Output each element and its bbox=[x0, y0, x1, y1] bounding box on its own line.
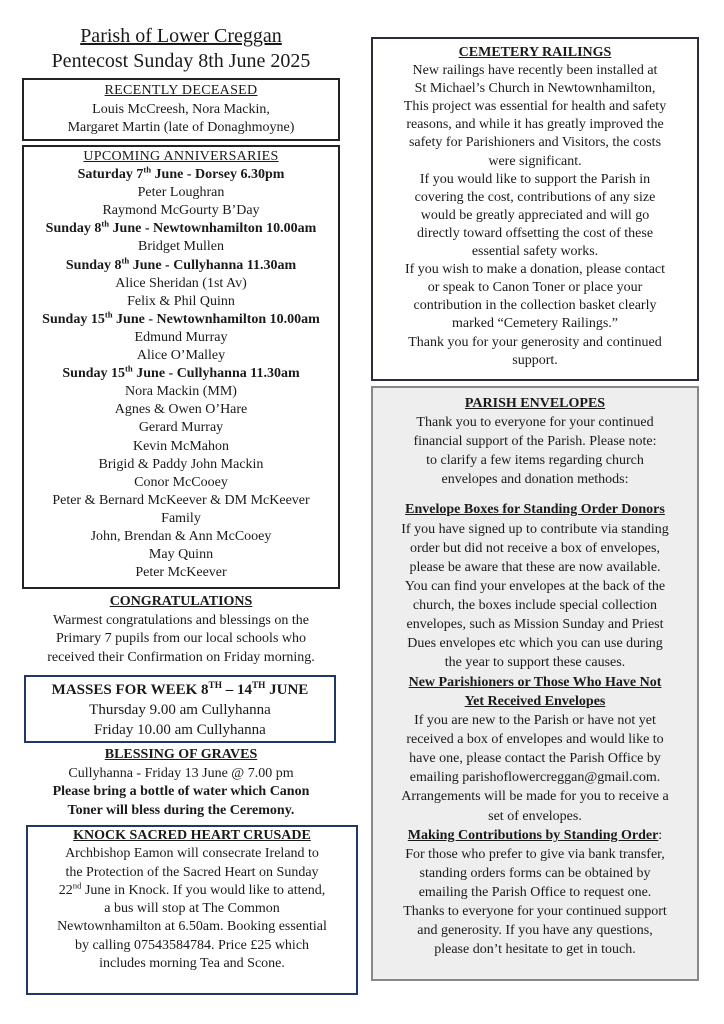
standing-order-title: Making Contributions by Standing Order: bbox=[407, 827, 663, 843]
knock-line: the Protection of the Sacred Heart on Sunday bbox=[65, 864, 319, 880]
deceased-heading: RECENTLY DECEASED bbox=[104, 83, 258, 98]
envelopes-heading: PARISH ENVELOPES bbox=[464, 396, 606, 411]
envelopes-intro-line: financial support of the Parish. Please note: bbox=[413, 434, 657, 450]
knock-line: includes morning Tea and Scone. bbox=[99, 956, 285, 972]
envelope-boxes-title: Envelope Boxes for Standing Order Donors bbox=[405, 502, 665, 518]
standing-order-line: emailing the Parish Office to request one. bbox=[418, 884, 652, 900]
new-parishioners-line: emailing parishoflowercreggan@gmail.com. bbox=[409, 770, 661, 786]
parish-header bbox=[22, 24, 340, 74]
anniversary-mass-heading: Sunday 8th June - Newtownhamilton 10.00am bbox=[45, 218, 317, 237]
recently-deceased-box bbox=[22, 78, 340, 141]
railings-line: support. bbox=[512, 352, 558, 368]
new-parishioners-title: Yet Received Envelopes bbox=[464, 693, 606, 709]
knock-line: by calling 07543584784. Price £25 which bbox=[74, 937, 310, 953]
anniversaries-heading: UPCOMING ANNIVERSARIES bbox=[83, 149, 279, 164]
new-parishioners-line: set of envelopes. bbox=[488, 808, 582, 824]
knock-line: 22nd June in Knock. If you would like to attend, bbox=[58, 880, 326, 898]
knock-heading: KNOCK SACRED HEART CRUSADE bbox=[73, 828, 311, 843]
anniversary-name: Edmund Murray bbox=[134, 329, 228, 345]
railings-line: directly toward offsetting the cost of these bbox=[416, 225, 654, 241]
standing-order-line: For those who prefer to give via bank transfer, bbox=[405, 846, 665, 862]
anniversary-mass-heading: Sunday 15th June - Cullyhanna 11.30am bbox=[62, 363, 300, 382]
railings-line: safety for Parishioners and Visitors, the costs bbox=[408, 135, 662, 151]
congratulations-section bbox=[22, 593, 340, 667]
masses-box bbox=[24, 675, 336, 743]
new-parishioners-line: received a box of envelopes and would like to bbox=[406, 732, 664, 748]
anniversary-name: Peter & Bernard McKeever & DM McKeever bbox=[52, 492, 310, 508]
envelopes-intro-line: to clarify a few items regarding church bbox=[426, 453, 644, 469]
railings-line: contribution in the collection basket clearly bbox=[413, 298, 657, 314]
railings-line: marked “Cemetery Railings.” bbox=[452, 316, 618, 332]
anniversary-name: Brigid & Paddy John Mackin bbox=[98, 456, 264, 472]
new-parishioners-line: If you are new to the Parish or have not yet bbox=[414, 713, 656, 729]
new-parishioners-line: have one, please contact the Parish Office by bbox=[409, 751, 661, 767]
new-parishioners-title: New Parishioners or Those Who Have Not bbox=[408, 674, 662, 690]
envelopes-intro-line: Thank you to everyone for your continued bbox=[416, 415, 654, 431]
new-parishioners-line: Arrangements will be made for you to receive a bbox=[401, 789, 669, 805]
congratulations-heading: CONGRATULATIONS bbox=[109, 594, 253, 609]
standing-order-text bbox=[373, 845, 697, 960]
anniversary-name: Family bbox=[161, 510, 201, 526]
railings-line: would be greatly appreciated and will go bbox=[420, 207, 650, 223]
blessing-line: Cullyhanna - Friday 13 June @ 7.00 pm bbox=[68, 765, 294, 781]
anniversary-name: Peter Loughran bbox=[137, 185, 225, 201]
cemetery-railings-box bbox=[371, 37, 699, 381]
railings-line: If you wish to make a donation, please contact bbox=[404, 262, 666, 278]
railings-text bbox=[373, 62, 697, 370]
envelope-boxes-line: If you have signed up to contribute via standing bbox=[401, 521, 669, 537]
envelope-boxes-text bbox=[373, 520, 697, 673]
railings-line: St Michael’s Church in Newtownhamilton, bbox=[414, 81, 656, 97]
anniversary-name: Conor McCooey bbox=[134, 474, 228, 490]
mass-time: Thursday 9.00 am Cullyhanna bbox=[89, 702, 271, 718]
deceased-line: Louis McCreesh, Nora Mackin, bbox=[92, 101, 270, 117]
railings-heading: CEMETERY RAILINGS bbox=[458, 45, 612, 60]
railings-line: New railings have recently been installed at bbox=[412, 63, 658, 79]
railings-line: If you would like to support the Parish in bbox=[419, 171, 651, 187]
knock-line: Newtownhamilton at 6.50am. Booking essential bbox=[57, 919, 327, 935]
knock-line: a bus will stop at The Common bbox=[104, 901, 280, 917]
railings-line: covering the cost, contributions of any size bbox=[414, 189, 656, 205]
parish-envelopes-box bbox=[371, 386, 699, 981]
date-line: Pentecost Sunday 8th June 2025 bbox=[51, 50, 311, 72]
anniversary-name: Felix & Phil Quinn bbox=[127, 293, 235, 309]
knock-crusade-box bbox=[26, 825, 358, 995]
anniversary-name: Peter McKeever bbox=[135, 565, 227, 581]
blessing-note: Toner will bless during the Ceremony. bbox=[67, 802, 295, 818]
anniversary-mass-heading: Sunday 15th June - Newtownhamilton 10.00am bbox=[42, 309, 320, 327]
anniversary-name: John, Brendan & Ann McCooey bbox=[90, 528, 272, 544]
railings-line: This project was essential for health and safety bbox=[403, 99, 667, 115]
deceased-line: Margaret Martin (late of Donaghmoyne) bbox=[67, 120, 295, 135]
anniversary-name: Alice O’Malley bbox=[136, 348, 226, 364]
envelope-boxes-line: the year to support these causes. bbox=[444, 655, 626, 671]
blessing-of-graves-section bbox=[22, 746, 340, 820]
envelopes-intro bbox=[373, 413, 697, 489]
congratulations-line: received their Confirmation on Friday morning. bbox=[47, 649, 315, 665]
envelopes-intro-line: envelopes and donation methods: bbox=[441, 472, 629, 488]
anniversary-mass-heading: Saturday 7th June - Dorsey 6.30pm bbox=[77, 164, 285, 183]
railings-line: or speak to Canon Toner or place your bbox=[427, 280, 643, 296]
envelope-boxes-line: please be aware that these are now available. bbox=[409, 559, 661, 575]
railings-line: essential safety works. bbox=[471, 244, 599, 260]
anniversary-name: Gerard Murray bbox=[138, 420, 224, 436]
congratulations-line: Primary 7 pupils from our local schools who bbox=[55, 631, 307, 646]
standing-order-line: please don’t hesitate to get in touch. bbox=[434, 942, 636, 958]
new-parishioners-text bbox=[373, 711, 697, 826]
envelope-boxes-line: Dues envelopes etc which you can use during bbox=[407, 636, 663, 652]
railings-line: were significant. bbox=[488, 153, 582, 169]
anniversary-name: Agnes & Owen O’Hare bbox=[114, 402, 248, 418]
anniversaries-list bbox=[24, 166, 338, 582]
masses-heading: MASSES FOR WEEK 8TH – 14TH JUNE bbox=[51, 681, 309, 698]
anniversary-name: May Quinn bbox=[148, 547, 214, 563]
standing-order-line: Thanks to everyone for your continued support bbox=[403, 904, 667, 920]
envelope-boxes-line: envelopes, such as Mission Sunday and Priest bbox=[406, 617, 664, 633]
envelope-boxes-line: order but did not receive a box of envelopes, bbox=[410, 540, 660, 556]
standing-order-line: standing orders forms can be obtained by bbox=[419, 865, 651, 881]
standing-order-line: and generosity. If you have any questions, bbox=[417, 923, 653, 939]
anniversary-name: Nora Mackin (MM) bbox=[125, 384, 237, 400]
railings-line: Thank you for your generosity and continued bbox=[408, 334, 662, 350]
railings-line: reasons, and while it has greatly improved the bbox=[406, 117, 664, 133]
anniversary-name: Bridget Mullen bbox=[138, 239, 224, 255]
anniversaries-box bbox=[22, 145, 340, 589]
knock-line: Archbishop Eamon will consecrate Ireland to bbox=[65, 846, 319, 862]
blessing-note: Please bring a bottle of water which Canon bbox=[52, 784, 310, 799]
parish-title: Parish of Lower Creggan bbox=[80, 25, 282, 47]
anniversary-name: Alice Sheridan (1st Av) bbox=[115, 275, 247, 291]
anniversary-name: Kevin McMahon bbox=[132, 438, 230, 454]
envelope-boxes-line: You can find your envelopes at the back of the bbox=[404, 579, 666, 595]
anniversary-mass-heading: Sunday 8th June - Cullyhanna 11.30am bbox=[65, 254, 297, 273]
anniversary-name: Raymond McGourty B’Day bbox=[102, 203, 260, 219]
mass-time: Friday 10.00 am Cullyhanna bbox=[94, 722, 266, 738]
blessing-heading: BLESSING OF GRAVES bbox=[104, 747, 258, 762]
congratulations-line: Warmest congratulations and blessings on the bbox=[53, 612, 309, 628]
envelope-boxes-line: church, the boxes include special collection bbox=[412, 598, 658, 614]
